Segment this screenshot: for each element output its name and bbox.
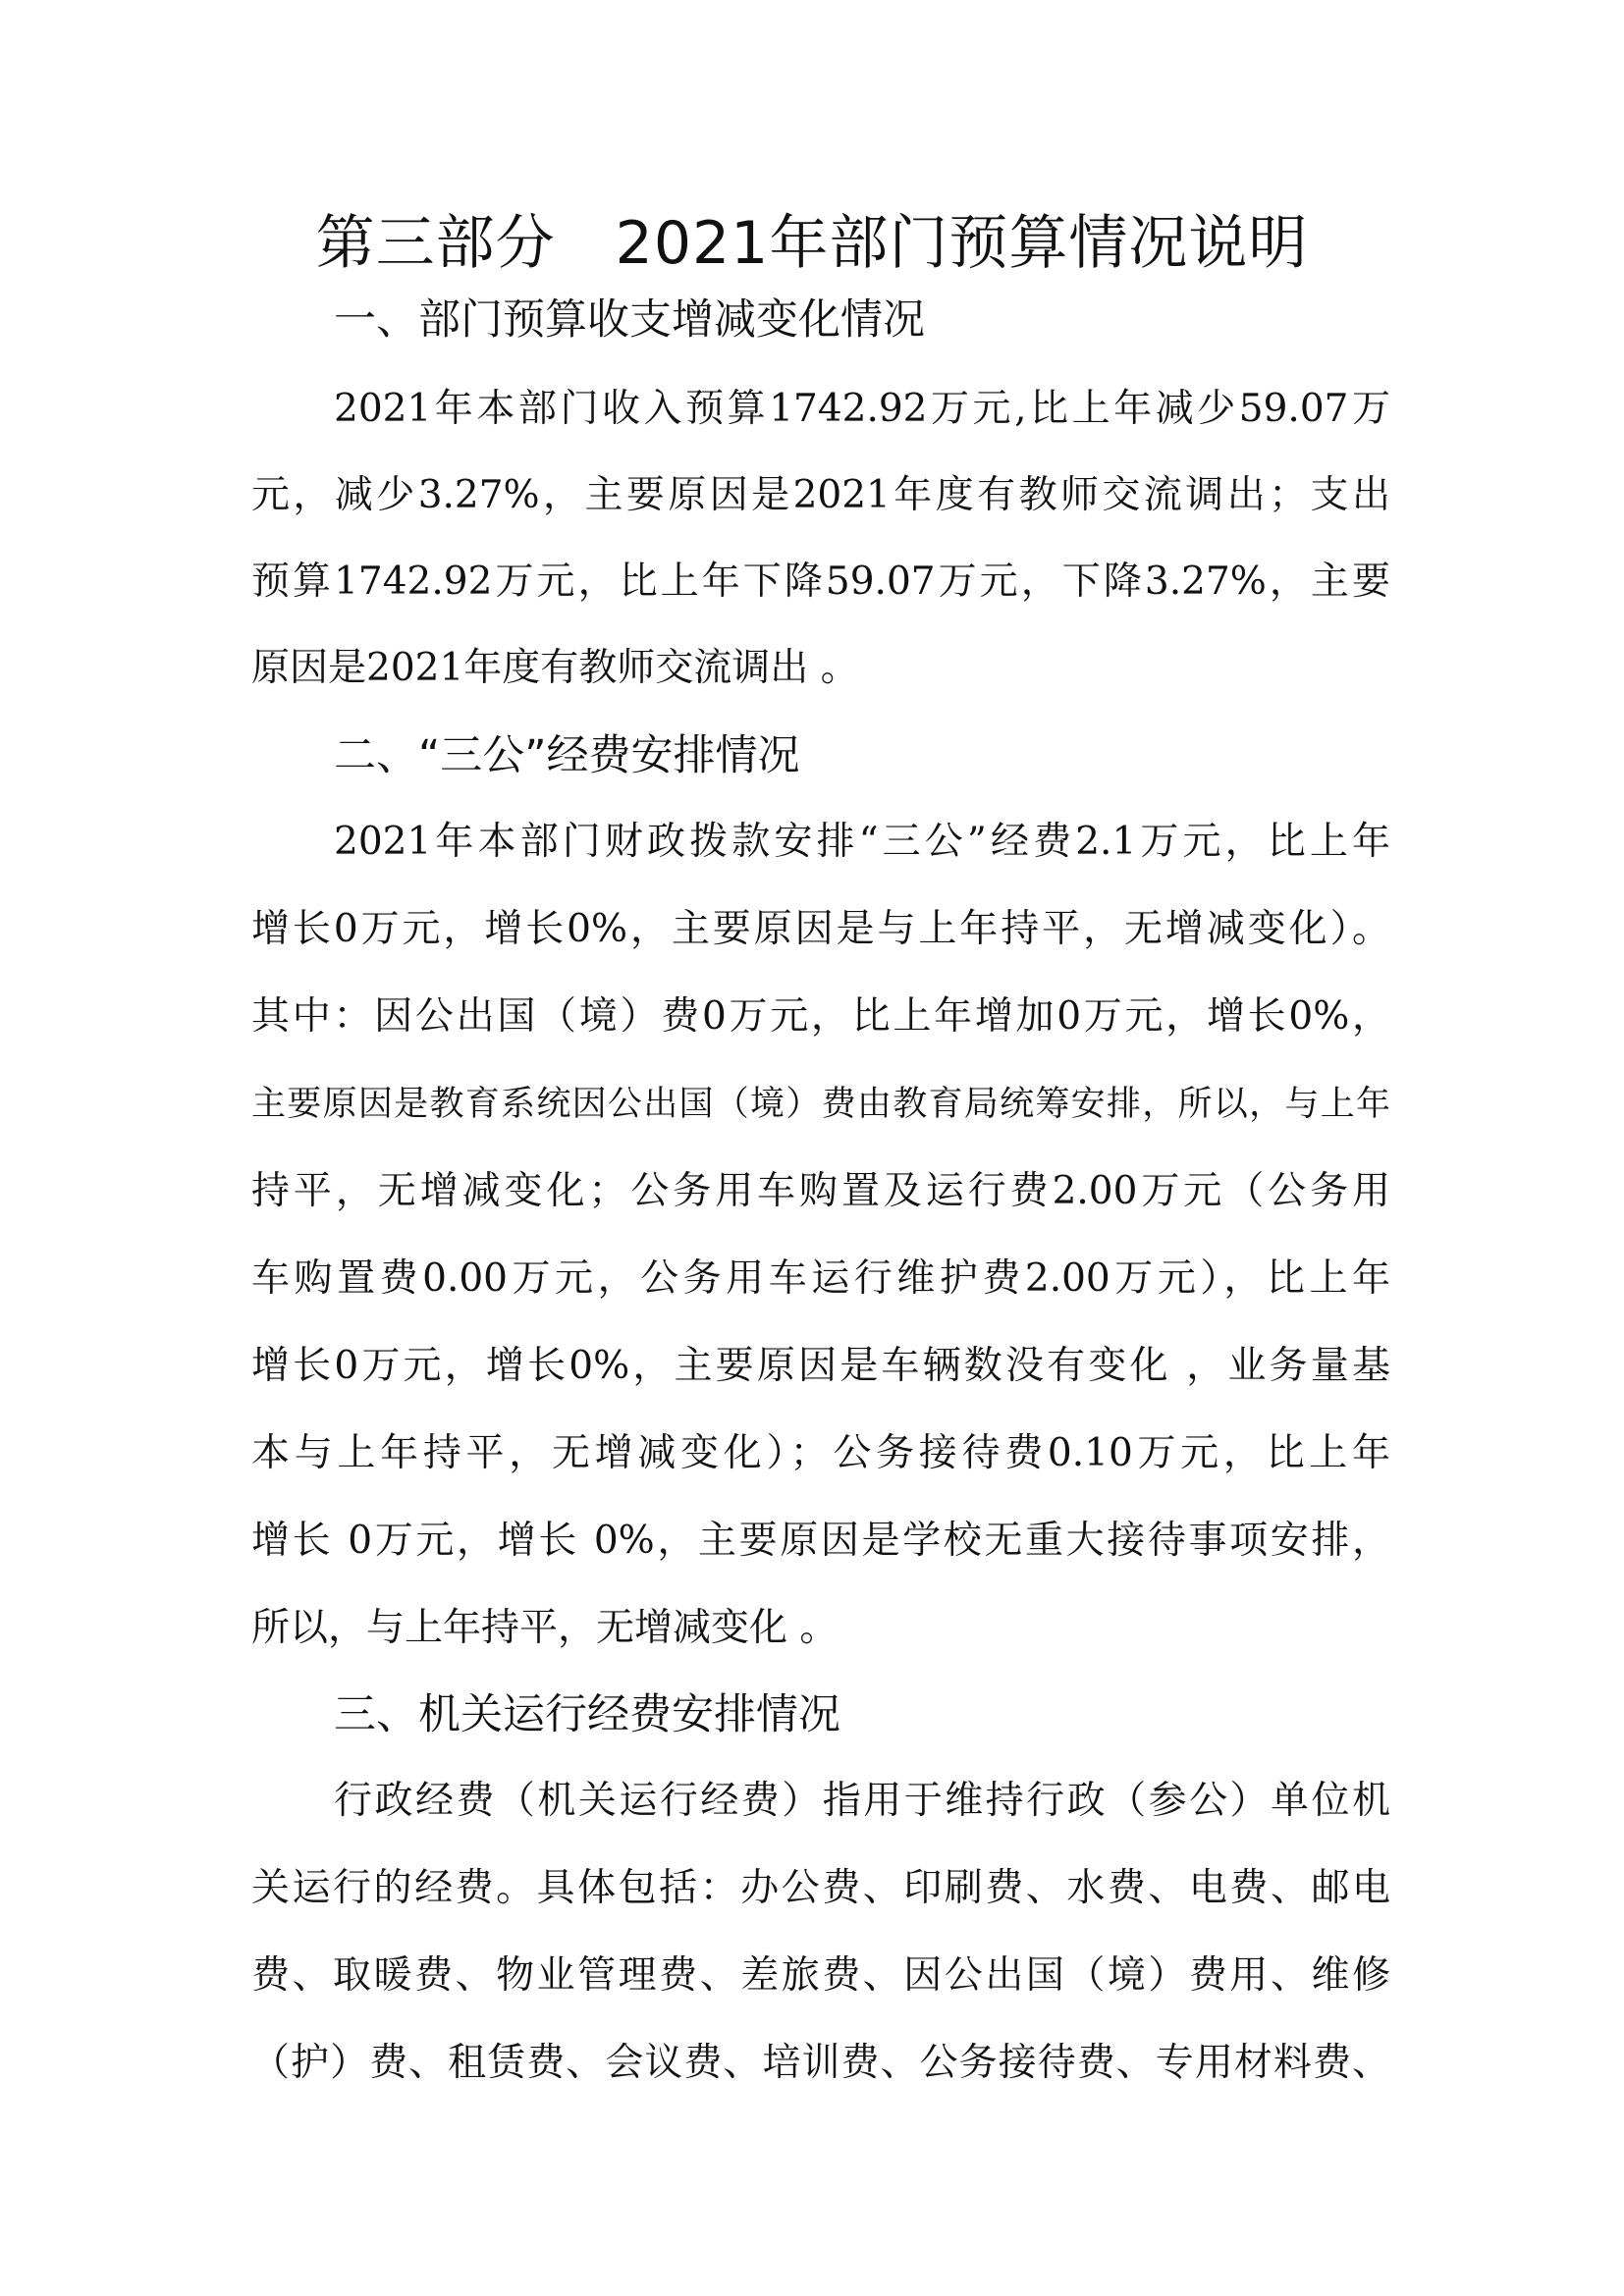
- paragraph-line: 增长0万元，增长0%，主要原因是车辆数没有变化 ，业务量基: [251, 1344, 1390, 1388]
- paragraph-line: 所以，与上年持平，无增减变化 。: [251, 1606, 839, 1650]
- paragraph-line: （护）费、租赁费、会议费、培训费、公务接待费、专用材料费、: [251, 2041, 1390, 2085]
- paragraph-line: 增长0万元，增长0%，主要原因是与上年持平，无增减变化）。: [251, 907, 1390, 951]
- section1-heading: 一、部门预算收支增减变化情况: [334, 295, 925, 345]
- paragraph-line: 本与上年持平，无增减变化）；公务接待费0.10万元，比上年: [251, 1431, 1390, 1475]
- paragraph-line: 车购置费0.00万元，公务用车运行维护费2.00万元），比上年: [251, 1256, 1390, 1301]
- section3-heading: 三、机关运行经费安排情况: [334, 1690, 840, 1739]
- paragraph-line: 2021年本部门财政拨款安排“三公”经费2.1万元，比上年: [334, 820, 1390, 864]
- paragraph-line: 预算1742.92万元，比上年下降59.07万元，下降3.27%，主要: [251, 560, 1390, 604]
- section2-heading: 二、“三公”经费安排情况: [334, 731, 800, 780]
- paragraph-line: 关运行的经费。具体包括：办公费、印刷费、水费、电费、邮电: [251, 1866, 1390, 1910]
- paragraph-line: 行政经费（机关运行经费）指用于维持行政（参公）单位机: [334, 1779, 1390, 1823]
- paragraph-line: 增长 0万元，增长 0%，主要原因是学校无重大接待事项安排，: [251, 1519, 1390, 1563]
- paragraph-line: 费、取暖费、物业管理费、差旅费、因公出国（境）费用、维修: [251, 1953, 1390, 1998]
- paragraph-line: 其中：因公出国（境）费0万元，比上年增加0万元，增长0%，: [251, 994, 1390, 1039]
- paragraph-line: 2021年本部门收入预算1742.92万元,比上年减少59.07万: [334, 387, 1390, 431]
- paragraph-line: 持平，无增减变化；公务用车购置及运行费2.00万元（公务用: [251, 1169, 1390, 1213]
- paragraph-line: 元，减少3.27%，主要原因是2021年度有教师交流调出；支出: [251, 473, 1390, 517]
- paragraph-line: 主要原因是教育系统因公出国（境）费由教育局统筹安排，所以，与上年: [251, 1085, 1390, 1124]
- page-title: 第三部分 2021年部门预算情况说明: [315, 209, 1309, 278]
- paragraph-line: 原因是2021年度有教师交流调出 。: [251, 646, 859, 690]
